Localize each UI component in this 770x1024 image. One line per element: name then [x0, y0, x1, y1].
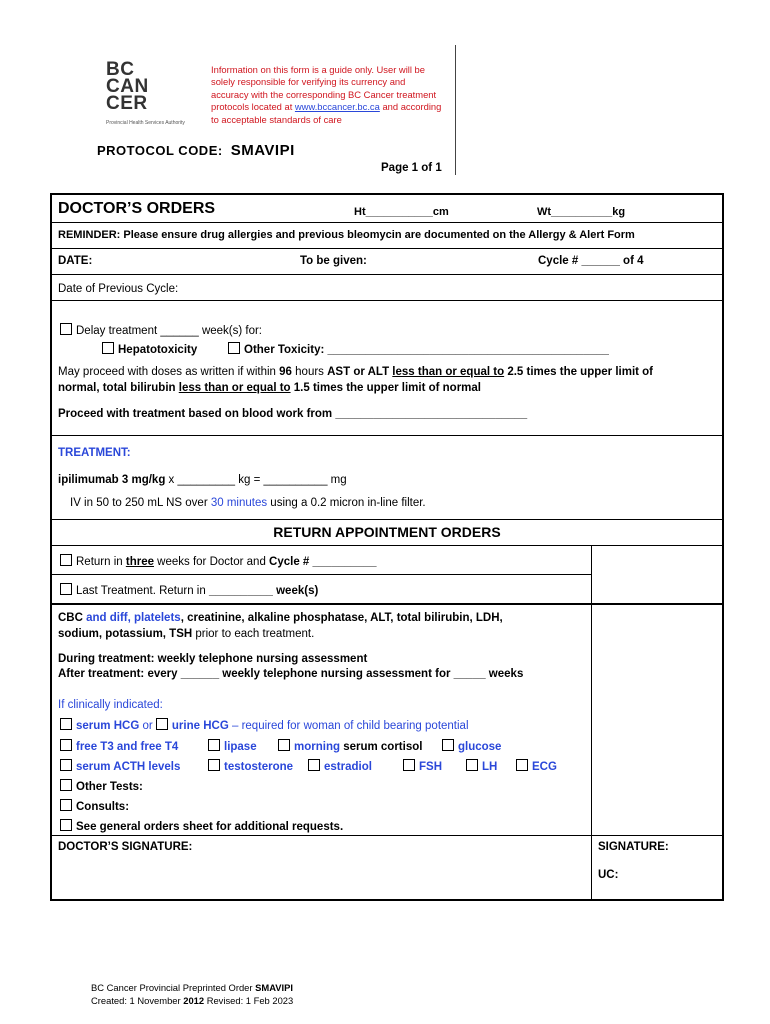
consults-checkbox[interactable]: [60, 799, 72, 811]
height-field[interactable]: Ht___________cm: [354, 206, 449, 218]
lipase-option: [208, 739, 257, 753]
may-limit-1: 2.5 times the upper limit of: [504, 366, 654, 378]
cbc: CBC: [58, 612, 83, 624]
during-treatment: During treatment: weekly telephone nursing assessment: [58, 653, 368, 665]
orders-form: [50, 193, 724, 901]
logo-line-1: BC: [106, 59, 135, 80]
serum-hcg-label: serum HCG: [76, 720, 140, 732]
delay-line: [60, 323, 262, 337]
footer-code: SMAVIPI: [255, 982, 293, 993]
estradiol-label: estradiol: [324, 761, 372, 773]
or-text: or: [139, 720, 156, 732]
protocol-code: [97, 142, 295, 159]
acth-checkbox[interactable]: [60, 759, 72, 771]
cbc-line-2-bold: sodium, potassium, TSH: [58, 628, 193, 640]
bccancer-link[interactable]: www.bccancer.bc.ca: [294, 101, 380, 113]
treatment-heading: TREATMENT:: [58, 447, 131, 459]
may-limit-2: 1.5 times the upper limit of normal: [290, 382, 482, 394]
delay-label: Delay treatment ______ week(s) for:: [76, 325, 263, 337]
to-be-given-field[interactable]: To be given:: [300, 255, 367, 267]
cortisol-checkbox[interactable]: [278, 739, 290, 751]
drug-name: ipilimumab 3 mg/kg: [58, 474, 166, 486]
glucose-label: glucose: [458, 741, 502, 753]
fsh-checkbox[interactable]: [403, 759, 415, 771]
cbc-line-2: [58, 628, 314, 640]
estradiol-option: [308, 759, 372, 773]
labs-section: [52, 604, 722, 836]
may-lte-2: less than or equal to: [178, 382, 291, 394]
may-text-2: hours: [291, 366, 328, 378]
t3t4-label: free T3 and free T4: [76, 741, 179, 753]
header-divider: [455, 45, 456, 175]
acth-label: serum ACTH levels: [76, 761, 181, 773]
testosterone-option: [208, 759, 293, 773]
logo-line-2: CAN: [106, 76, 149, 97]
last-treatment-text: Last Treatment. Return in: [76, 585, 209, 597]
cbc-line-1: [58, 612, 503, 624]
footer-line-2: [91, 995, 293, 1008]
last-treatment-checkbox[interactable]: [60, 583, 72, 595]
date-field[interactable]: DATE:: [58, 255, 93, 267]
return-cycle[interactable]: Cycle # __________: [269, 556, 377, 568]
other-toxicity-option: [228, 342, 609, 356]
signature-section: [52, 835, 722, 899]
ecg-option: [516, 759, 557, 773]
estradiol-checkbox[interactable]: [308, 759, 320, 771]
proceed-bloodwork[interactable]: Proceed with treatment based on blood work from ______________________________: [58, 408, 528, 420]
urine-hcg-label: urine HCG: [171, 720, 229, 732]
glucose-option: [442, 739, 501, 753]
protocol-code-value: SMAVIPI: [230, 142, 295, 159]
return-three-weeks-checkbox[interactable]: [60, 554, 72, 566]
delay-section: [52, 300, 722, 436]
disclaimer-text: Information on this form is a guide only. User will be solely responsible for verifying its currency and accuracy with the corresponding BC Cancer treatment protocols located at: [211, 64, 437, 113]
return-heading: RETURN APPOINTMENT ORDERS: [273, 524, 501, 540]
t3t4-checkbox[interactable]: [60, 739, 72, 751]
if-clinically-indicated: If clinically indicated:: [58, 699, 163, 711]
footer-revised: Revised: 1 Feb 2023: [204, 994, 294, 1006]
previous-cycle-field[interactable]: Date of Previous Cycle:: [58, 283, 179, 295]
consults-option: [60, 799, 129, 813]
logo-subtitle: Provincial Health Services Authority: [106, 120, 185, 126]
disclaimer-text-end: and according to acceptable standards of care: [211, 101, 442, 125]
lh-checkbox[interactable]: [466, 759, 478, 771]
hepatotoxicity-option: [102, 342, 197, 356]
general-orders-label: See general orders sheet for additional requests.: [76, 821, 344, 833]
other-tests-checkbox[interactable]: [60, 779, 72, 791]
other-toxicity-label: Other Toxicity: ____________________________________________: [244, 344, 609, 356]
dose-calc[interactable]: x _________ kg = __________ mg: [165, 474, 347, 486]
orders-title: DOCTOR’S ORDERS: [58, 200, 216, 217]
footer-order-text: BC Cancer Provincial Preprinted Order: [91, 982, 256, 993]
return-heading-row: [52, 519, 722, 546]
signature-field[interactable]: SIGNATURE:: [598, 841, 669, 853]
signature-column-divider: [591, 835, 592, 899]
may-ast: AST or ALT: [327, 366, 393, 378]
return-three: three: [125, 556, 154, 568]
serum-hcg-checkbox[interactable]: [60, 718, 72, 730]
testosterone-checkbox[interactable]: [208, 759, 220, 771]
cbc-rest: , creatinine, alkaline phosphatase, ALT, total bilirubin, LDH,: [180, 612, 503, 624]
may-bilirubin: normal, total bilirubin: [58, 382, 179, 394]
may-hours: 96: [279, 366, 292, 378]
return-text-2: weeks for Doctor and: [153, 556, 270, 568]
t3t4-option: [60, 739, 178, 753]
hcg-note: – required for woman of child bearing potential: [228, 720, 469, 732]
hcg-line: [60, 718, 469, 732]
consults-label: Consults:: [76, 801, 130, 813]
uc-field[interactable]: UC:: [598, 869, 619, 881]
morning-label: morning: [294, 741, 340, 753]
reminder-row: [52, 222, 722, 249]
weight-field[interactable]: Wt__________kg: [537, 206, 626, 218]
general-orders-checkbox[interactable]: [60, 819, 72, 831]
date-row: [52, 248, 722, 275]
cbc-diff: and diff, platelets: [82, 612, 181, 624]
lh-label: LH: [482, 761, 498, 773]
other-tests-label: Other Tests:: [76, 781, 143, 793]
may-text: May proceed with doses as written if within: [58, 366, 280, 378]
cortisol-option: [278, 739, 422, 753]
cortisol-label: serum cortisol: [340, 741, 423, 753]
lh-option: [466, 759, 497, 773]
after-treatment[interactable]: After treatment: every ______ weekly telephone nursing assessment for _____ weeks: [58, 668, 524, 680]
hepatotoxicity-label: Hepatotoxicity: [118, 344, 198, 356]
general-orders-option: [60, 819, 343, 833]
footer-line-1: [91, 982, 293, 995]
fsh-option: [403, 759, 442, 773]
hepatotoxicity-checkbox[interactable]: [102, 342, 114, 354]
iv-time: 30 minutes: [210, 497, 268, 509]
page-number: Page 1 of 1: [381, 162, 442, 174]
dose-line: [58, 474, 347, 486]
other-toxicity-checkbox[interactable]: [228, 342, 240, 354]
may-lte-1: less than or equal to: [392, 366, 505, 378]
footer: [91, 982, 293, 1007]
iv-text-end: using a 0.2 micron in-line filter.: [267, 497, 426, 509]
return-three-weeks: [60, 554, 376, 568]
last-treatment-weeks[interactable]: __________ week(s): [208, 585, 319, 597]
doctor-signature-field[interactable]: DOCTOR’S SIGNATURE:: [58, 841, 193, 853]
labs-column-divider: [591, 604, 592, 835]
previous-cycle-row: [52, 274, 722, 301]
footer-created: Created: 1 November: [91, 994, 184, 1006]
footer-year: 2012: [183, 994, 205, 1006]
urine-hcg-checkbox[interactable]: [156, 718, 168, 730]
last-treatment: [60, 583, 318, 597]
return-rows: [52, 545, 722, 605]
return-row-divider: [52, 574, 591, 575]
cbc-line-2-rest: prior to each treatment.: [192, 628, 315, 640]
cycle-field[interactable]: Cycle # ______ of 4: [538, 255, 644, 267]
lipase-checkbox[interactable]: [208, 739, 220, 751]
ecg-checkbox[interactable]: [516, 759, 528, 771]
glucose-checkbox[interactable]: [442, 739, 454, 751]
may-proceed-line-2: [58, 382, 481, 394]
lipase-label: lipase: [224, 741, 257, 753]
testosterone-label: testosterone: [224, 761, 294, 773]
logo-line-3: CER: [106, 93, 148, 114]
may-proceed-line-1: [58, 366, 653, 378]
treatment-section: [52, 435, 722, 520]
other-tests-option: [60, 779, 143, 793]
ecg-label: ECG: [532, 761, 557, 773]
iv-text: IV in 50 to 250 mL NS over: [70, 497, 211, 509]
return-text: Return in: [76, 556, 126, 568]
return-column-divider: [591, 545, 592, 603]
fsh-label: FSH: [419, 761, 442, 773]
protocol-label: PROTOCOL CODE:: [97, 143, 223, 158]
acth-option: [60, 759, 180, 773]
iv-line: [70, 497, 426, 509]
reminder-text: REMINDER: Please ensure drug allergies and previous bleomycin are documented on the Allergy & Alert Form: [58, 229, 635, 241]
orders-title-row: [52, 195, 722, 223]
disclaimer: [211, 64, 443, 126]
delay-checkbox[interactable]: [60, 323, 72, 335]
